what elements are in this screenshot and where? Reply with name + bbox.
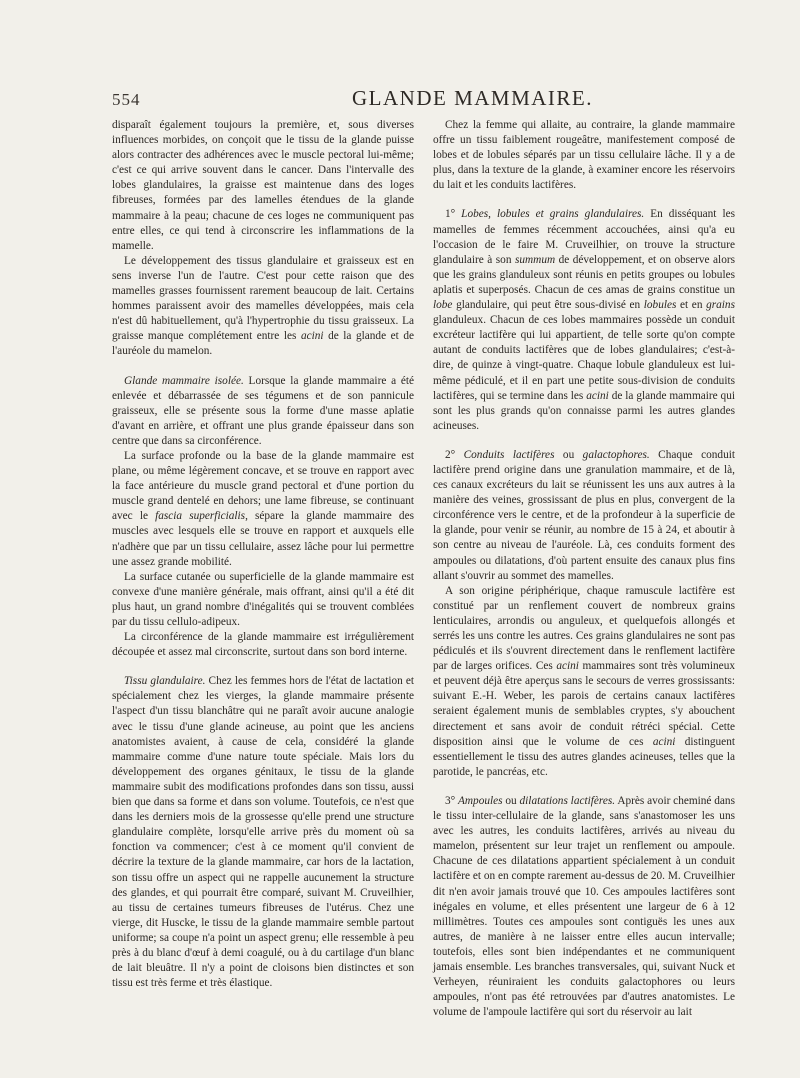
italic-run: summum [514, 253, 556, 266]
paragraph [433, 794, 735, 1020]
text-run: Chez les femmes hors de l'état de lactation et spécialement chez les vierges, la glande mammaire présente l'aspect d'un tissu blanchâtre qui ne paraît avoir aucune analogie avec le tissu d'une glande acineuse, au point que les anciens anatomistes avaient, à cause de cela, considéré la glande mammaire comme d'une nature toute spéciale. Mais lors du développement des organes génitaux, le tissu de la glande mammaire subit des modifications profondes dans son tissu, aussi bien que dans sa forme et dans son volume. Toutefois, ce n'est que dans les derniers mois de la grossesse qu'elle prend une structure glandulaire complète, lorsqu'elle arrive près du moment où sa fonction va commencer; c'est à ce moment qu'il convient de décrire la texture de la glande mammaire, car hors de la lactation, son tissu offre un aspect qui ne rappelle aucunement la structure des glandes, et qui pourrait être comparé, suivant M. Cruveilhier, au tissu de certaines tumeurs fibreuses de l'utérus. Chez une vierge, dit Huscke, le tissu de la glande mammaire semble partout uniforme; sa coupe n'a point un aspect grenu; elle ressemble à peu près à du blanc d'œuf à demi coagulé, ou à du cartilage d'un blanc de lait bleuâtre. Il n'y a point de cloisons bien distinctes et son tissu est très ferme et très élastique. [112, 675, 415, 990]
text-run: La circonférence de la glande mammaire est irrégulièrement découpée et assez mal circonscrite, surtout dans son bord interne. [112, 631, 414, 659]
text-run: et en [676, 299, 707, 312]
left-column [112, 118, 414, 991]
text-run: Chaque conduit lactifère prend origine dans une granulation mammaire, et de là, ces canaux excréteurs du lait se réunissent les uns aux autres à la manière des veines, grossissant de plus en plus, convergent de la circonférence vers le centre, et de la profondeur à la superficie de la glande, pour venir se réunir, au nombre de 15 à 24, et aboutir à son centre au niveau de l'auréole. Là, ces conduits forment des ampoules ou dilatations, d'où partent ensuite des canaux plus fins allant s'ouvrir au sommet des mamelles. [433, 448, 735, 582]
italic-run: Lobes, lobules et grains glandulaires. [461, 208, 645, 221]
paragraph [112, 449, 414, 570]
italic-run: Glande mammaire isolée. [124, 374, 244, 387]
text-run: 1° [445, 208, 462, 221]
italic-run: fascia superficialis [155, 510, 246, 523]
paragraph [112, 630, 414, 660]
text-run: glandulaire, qui peut être sous-divisé en [452, 299, 644, 312]
text-run: de développement, et on observe alors que les grains glanduleux sont réunis en petits groupes ou lobules aplatis et superposés. Chacun de ces amas de grains constitue un [433, 253, 736, 296]
text-run: ou [502, 794, 520, 807]
text-run: 3° [445, 794, 458, 807]
running-header [112, 86, 734, 116]
text-run: , sépare la glande mammaire des muscles avec lesquels elle se trouve en rapport et auxquels elle n'adhère que par un tissu cellulaire, assez lâche pour lui permettre une assez grande mobilité. [112, 510, 414, 568]
text-run: glanduleux. Chacun de ces lobes mammaires possède un conduit excréteur lactifère qui lui appartient, de telle sorte qu'on compte autant de conduits lactifères que de lobes glandulaires; c'est-à-dire, de quinze à vingt-quatre. Chaque lobule glanduleux est lui-même pédiculé, et il en part une petite sous-division de conduits lactifères, qui se termine dans les [433, 314, 735, 402]
italic-run: Ampoules [458, 794, 503, 807]
paragraph [112, 570, 414, 630]
italic-run: acini [586, 389, 609, 402]
italic-run: galactophores. [582, 448, 650, 461]
italic-run: grains [706, 299, 735, 312]
text-run: de la glande mammaire qui sont les plus grands qu'on connaisse parmi les autres glandes acineuses. [433, 389, 735, 432]
text-run: de la glande et de l'auréole du mamelon. [112, 330, 414, 358]
running-title: GLANDE MAMMAIRE. [352, 86, 593, 110]
text-run: mammaires sont très volumineux et peuvent déjà être aperçus sans le secours de verres grossissants: suivant E.-H. Weber, les parois de certains canaux lactifères seraient également munis de semblables cryptes, s'y abouchent directement et sans avoir de conduit rétréci spécial. Cette disposition ainsi que le volume de ces [433, 660, 735, 748]
paragraph [112, 674, 414, 991]
text-run: 2° [445, 448, 464, 461]
text-run: La surface profonde ou la base de la glande mammaire est plane, ou même légèrement concave, et se trouve en rapport avec la face antérieure du muscle grand pectoral et d'une portion du muscle grand dentelé en dehors; une lame fibreuse, se continuant avec le [112, 449, 414, 523]
paragraph [433, 207, 735, 433]
paragraph [433, 584, 735, 780]
italic-run: Conduits lactifères [463, 448, 555, 461]
page-number: 554 [112, 90, 141, 109]
paragraph [112, 254, 414, 360]
paragraph [433, 448, 735, 584]
italic-run: Tissu glandulaire. [124, 675, 206, 688]
text-run: La surface cutanée ou superficielle de la glande mammaire est convexe d'une manière générale, mais offrant, ainsi qu'il a été dit plus haut, un grand nombre d'inégalités qui se trouvent comblées par du tissu cellulo-adipeux. [112, 570, 414, 628]
italic-run: dilatations lactifères. [519, 794, 616, 807]
text-run: Lorsque la glande mammaire a été enlevée et débarrassée de ses tégumens et de son pannicule graisseux, elle se présente sous la forme d'une masse aplatie d'avant en arrière, et offrant une plus grande épaisseur dans son centre que dans sa circonférence. [112, 374, 414, 447]
paragraph [433, 118, 735, 193]
text-run: disparaît également toujours la première, et, sous diverses influences morbides, on conçoit que le tissu de la glande puisse alors contracter des adhérences avec le muscle pectoral lui-même; c'est ce qui arrive souvent dans le cancer. Dans l'intervalle des lobes glandulaires, la graisse est maintenue dans des loges fibreuses, formées par des lamelles étendues de la glande mammaire à la peau; chacune de ces loges ne communiquent pas entre elles, ce qui tend à circonscrire les inflammations de la mamelle. [112, 119, 414, 252]
paragraph [112, 118, 414, 254]
italic-run: lobules [643, 299, 677, 312]
text-run: distinguent essentiellement le tissu des autres glandes acineuses, telles que la parotide, le pancréas, etc. [433, 735, 735, 778]
paragraph [112, 374, 414, 449]
italic-run: lobe [433, 299, 453, 312]
text-run: Chez la femme qui allaite, au contraire, la glande mammaire offre un tissu faiblement rougeâtre, manifestement composé de lobes et de lobules séparés par un tissu cellulaire lâche. Il y a de plus, dans la texture de la glande, à examiner encore les réservoirs du lait et les conduits lactifères. [433, 119, 735, 192]
italic-run: acini [652, 735, 676, 748]
text-run: ou [554, 448, 583, 461]
right-column [433, 118, 735, 1020]
italic-run: acini [556, 660, 579, 673]
text-run: A son origine périphérique, chaque ramuscule lactifère est constitué par un renflement couvert de nombreux grains lenticulaires, arrondis ou anguleux, et quelquefois allongés et serrés les uns contre les autres. Ces grains glandulaires ne sont pas pédiculés et ils s'ouvrent directement dans le renflement lactifère par de larges orifices. Ces [433, 584, 735, 673]
text-run: Après avoir cheminé dans le tissu inter-cellulaire de la glande, sans s'anastomoser les uns avec les autres, les conduits lactifères, arrivés au niveau du mamelon, présentent sur leur trajet un renflement ou ampoule. Chacune de ces dilatations appartient spécialement à un conduit lactifère et on en compte rarement au-dessus de 20. M. Cruveilhier dit n'en avoir jamais trouvé que 10. Ces ampoules lactifères sont inégales en volume, et elles présentent une largeur de 6 à 12 millimètres. Toutes ces ampoules sont contiguës les unes aux autres, de manière à ne laisser entre elles aucun intervalle; toutefois, elles sont bien indépendantes et ne communiquent jamais ensemble. Les branches transversales, qui, suivant Nuck et Verheyen, réuniraient les conduits galactophores ou leurs ampoules, n'ont pas été retrouvées par d'autres anatomistes. Le volume de l'ampoule lactifère qui sort du réservoir au lait [433, 794, 735, 1019]
text-run: En disséquant les mamelles de femmes récemment accouchées, ainsi qu'a eu l'occasion de le faire M. Cruveilhier, on trouve la structure glandulaire à son [433, 208, 735, 266]
italic-run: acini [300, 330, 324, 343]
text-run: Le développement des tissus glandulaire et graisseux est en sens inverse l'un de l'autre. C'est pour cette raison que des mamelles grasses fournissent rarement beaucoup de lait. Certains hommes paraissent avoir des mamelles développées, mais cela n'est dû habituellement, qu'à l'hypertrophie du tissu graisseux. La graisse manque complétement entre les [112, 254, 414, 343]
